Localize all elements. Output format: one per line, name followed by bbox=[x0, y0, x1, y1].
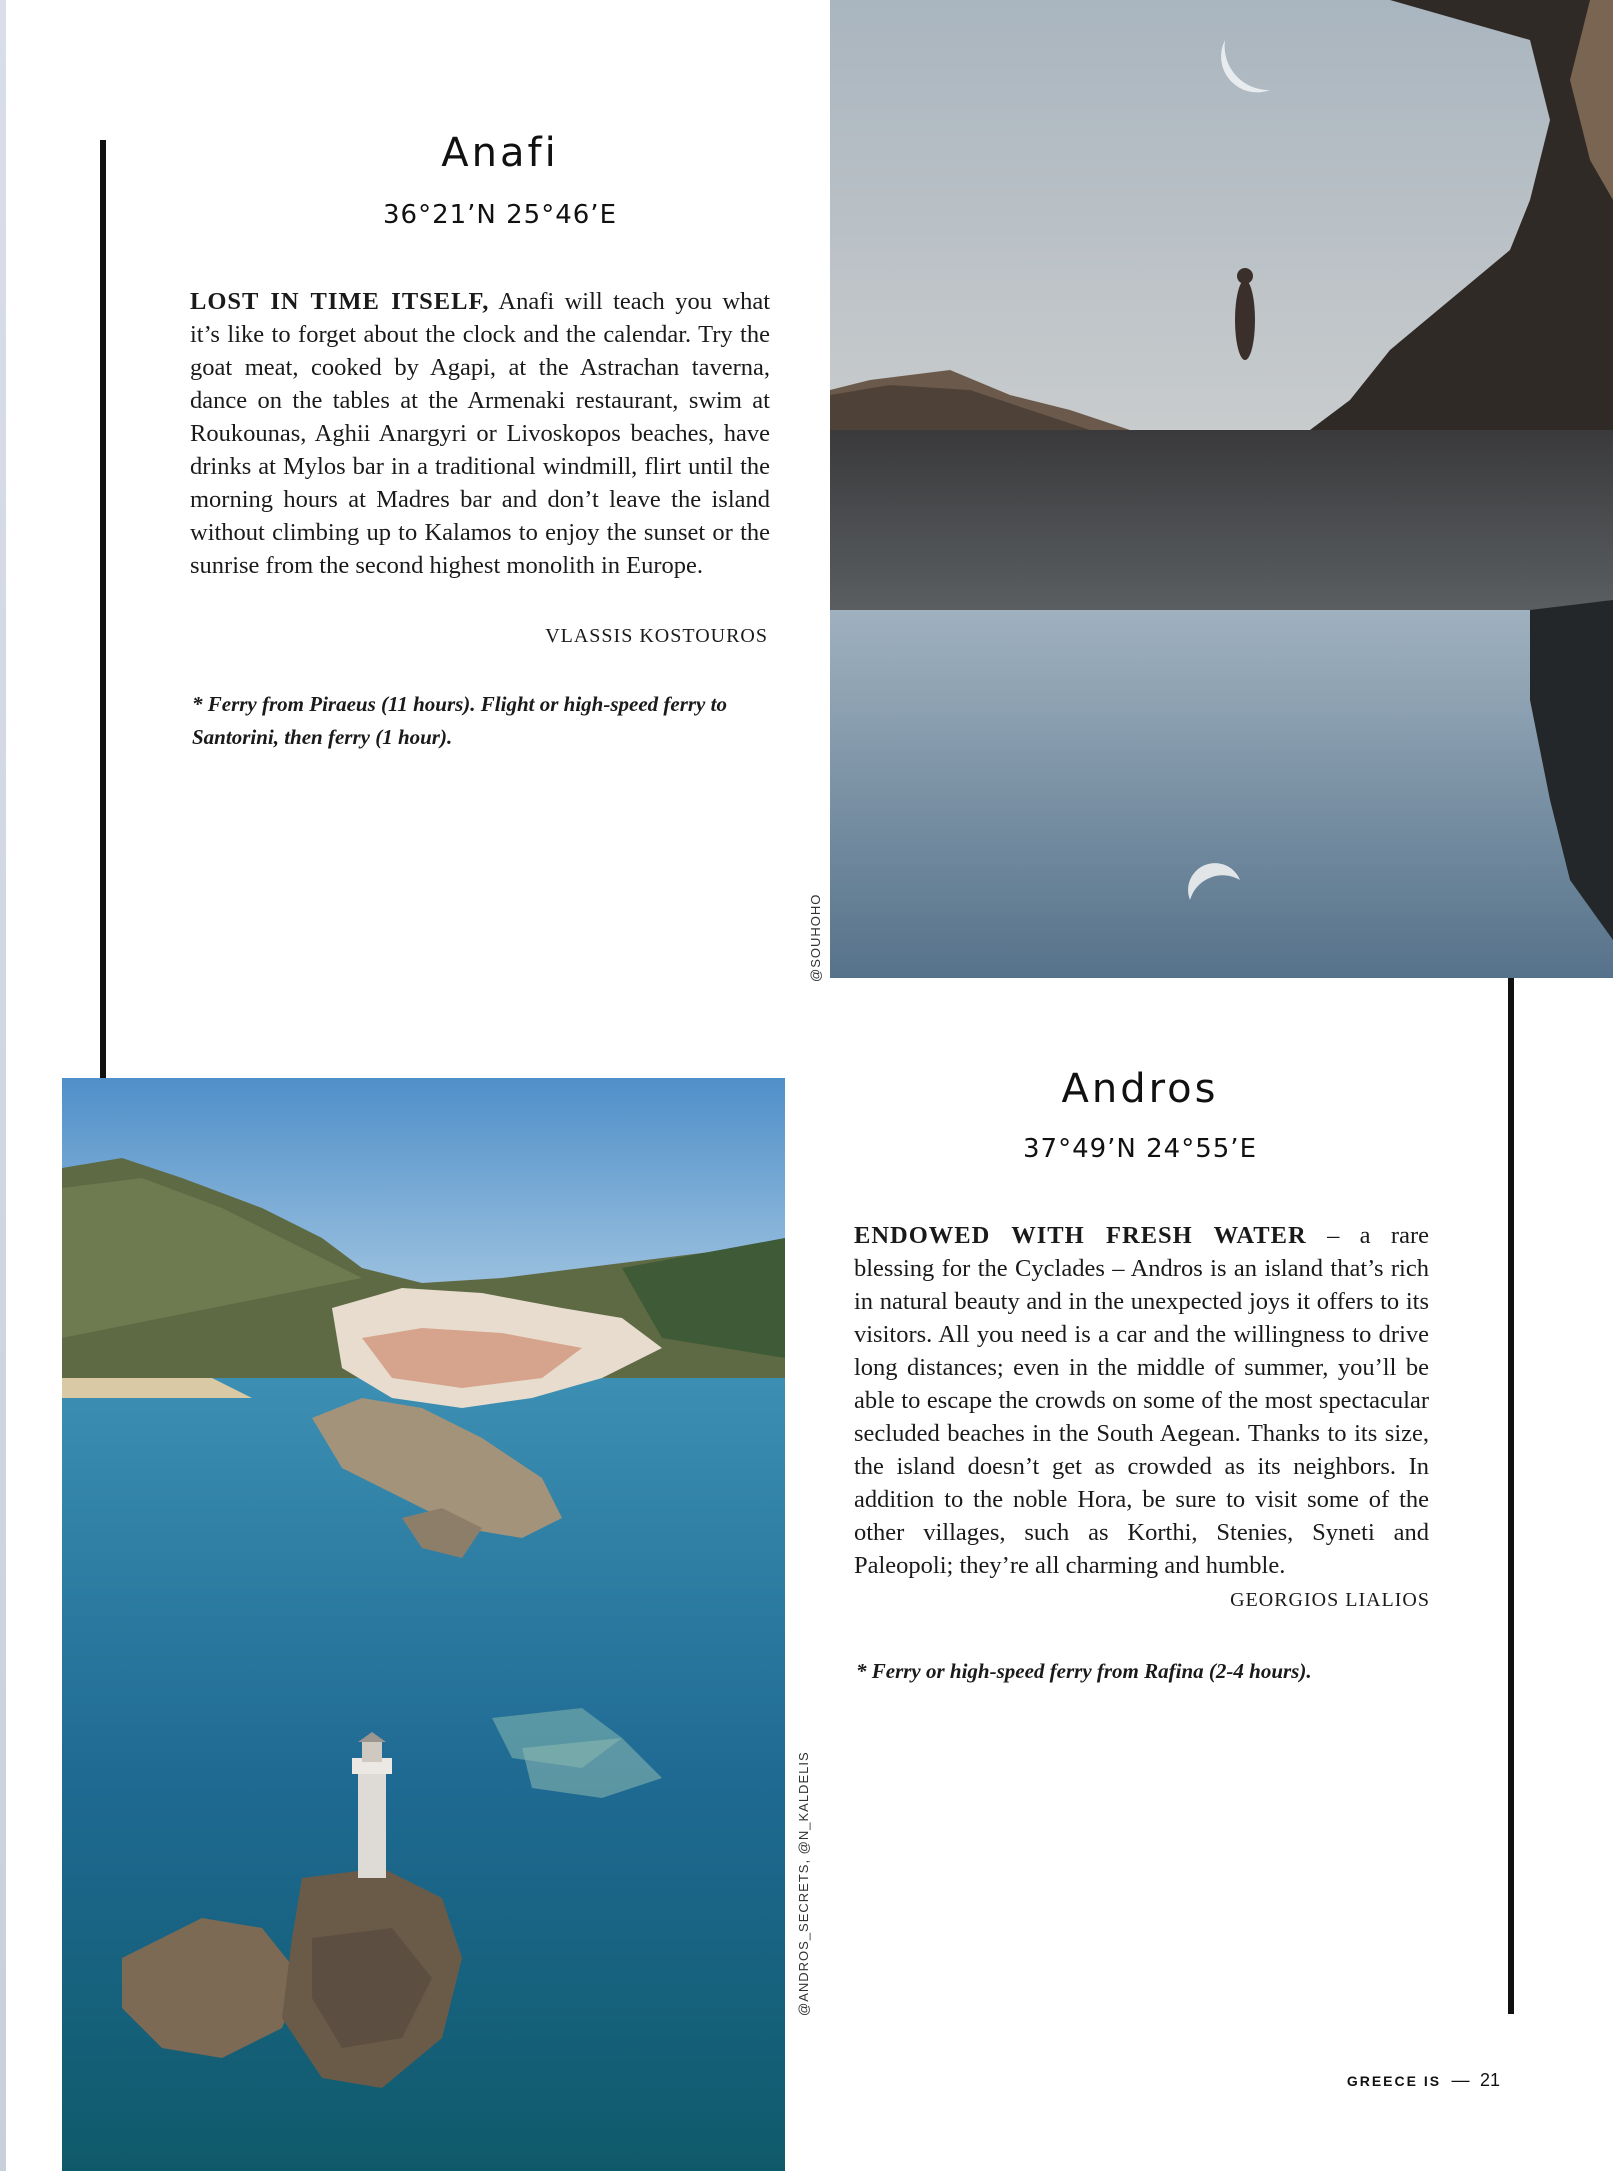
andros-vertical-rule bbox=[1508, 978, 1514, 2014]
andros-photo-credit: @ANDROS_SECRETS, @N_KALDELIS bbox=[796, 1751, 811, 2016]
anafi-title: Anafi bbox=[441, 130, 559, 176]
anafi-vertical-rule bbox=[100, 140, 106, 1078]
magazine-name: GREECE IS bbox=[1346, 2073, 1442, 2089]
anafi-photo bbox=[830, 0, 1613, 978]
anafi-article-body bbox=[190, 285, 770, 582]
andros-aerial-image bbox=[62, 1078, 785, 2171]
page-edge bbox=[0, 0, 6, 2171]
page-number: 21 bbox=[1479, 2070, 1500, 2090]
andros-title: Andros bbox=[1061, 1066, 1219, 1112]
andros-author: GEORGIOS LIALIOS bbox=[1230, 1589, 1430, 1611]
anafi-author: VLASSIS KOSTOUROS bbox=[545, 625, 768, 647]
andros-ferry-info: * Ferry or high-speed ferry from Rafina (2-4 hours). bbox=[856, 1659, 1312, 1683]
anafi-beach-image bbox=[830, 0, 1613, 978]
anafi-photo-credit: @SOUHOHO bbox=[808, 893, 823, 982]
andros-body-text: – a rare blessing for the Cyclades – Andros is an island that’s rich in natural beauty and in the unexpected joys it offers to its visitors. All you need is a car and the willingness to drive long distances; even in the middle of summer, you’ll be able to escape the crowds on some of the most spectacular secluded beaches in the South Aegean. Thanks to its size, the island doesn’t get as crowded as its neighbors. In addition to the noble Hora, be sure to visit some of the other villages, such as Korthi, Stenies, Syneti and Paleopoli; they’re all charming and humble. bbox=[854, 1222, 1429, 1579]
andros-coordinates: 37°49’N 24°55’E bbox=[1022, 1134, 1257, 1164]
anafi-lead-in: LOST IN TIME ITSELF, bbox=[190, 288, 490, 315]
anafi-ferry-info: * Ferry from Piraeus (11 hours). Flight or high-speed ferry to Santorini, then ferry (1 hour). bbox=[192, 692, 727, 749]
andros-article-body bbox=[854, 1219, 1429, 1582]
andros-photo bbox=[62, 1078, 785, 2171]
page-footer bbox=[1300, 2070, 1500, 2100]
anafi-coordinates: 36°21’N 25°46’E bbox=[382, 200, 617, 230]
anafi-body-text: Anafi will teach you what it’s like to forget about the clock and the calendar. Try the goat meat, cooked by Agapi, at the Astrachan taverna, dance on the tables at the Armenaki restaurant, swim at Roukounas, Aghii Anargyri or Livoskopos beaches, have drinks at Mylos bar in a traditional windmill, flirt until the morning hours at Madres bar and don’t leave the island without climbing up to Kalamos to enjoy the sunset or the sunrise from the second highest monolith in Europe. bbox=[190, 288, 770, 579]
footer-separator: — bbox=[1451, 2070, 1470, 2090]
andros-lead-in: ENDOWED WITH FRESH WATER bbox=[854, 1222, 1307, 1249]
